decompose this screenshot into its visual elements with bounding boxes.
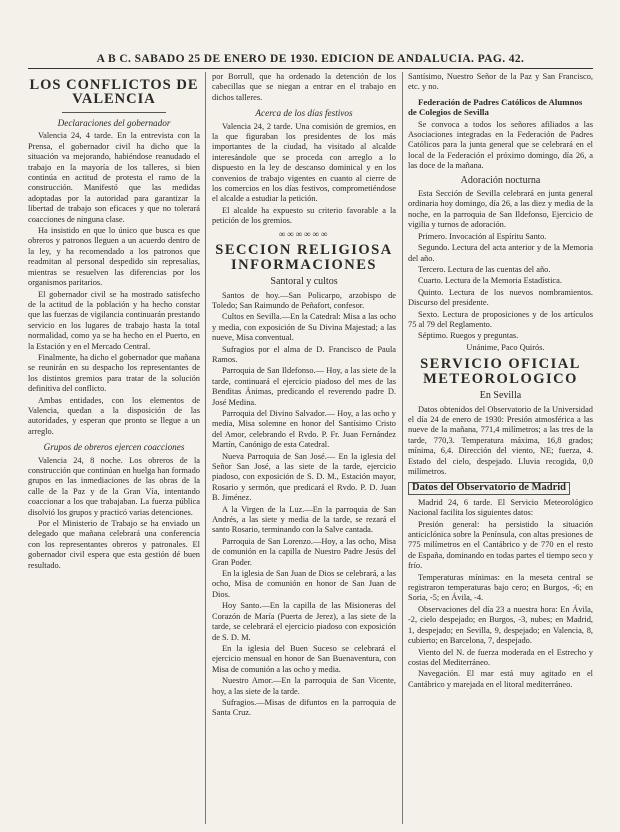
paragraph: Nuestro Amor.—En la parroquia de San Vicente, hoy, a las siete de la tarde.	[212, 676, 396, 696]
subhead-federacion: Federación de Padres Católicos de Alumnos de Colegios de Sevilla	[408, 96, 583, 118]
paragraph: Sufragios por el alma de D. Francisco de Paula Ramos.	[212, 344, 396, 364]
paragraph: Santos de hoy.—San Policarpo, arzobispo de Toledo; San Raimundo de Peñafort, confesor.	[212, 290, 396, 310]
paragraph: Temperaturas mínimas: en la meseta central se registraron temperaturas bajo cero; en Burgos, -6; en Soria, -5; en Ávila, -4.	[408, 572, 593, 603]
paragraph: Valencia 24, 2 tarde. Una comisión de gremios, en la que figuraban los presidentes de los más importantes de la ciudad, ha visitado al alcalde interesándole que se proceda con arreglo a lo dispuesto en la ley de descanso dominical y en los convenios de trabajo vigentes en cuanto al cierre de los comercios en los días festivos, comprometiéndose el alcalde a estudiar la petición.	[212, 121, 396, 204]
paragraph: Navegación. El mar está muy agitado en el Cantábrico y marejada en el litoral mediterráneo.	[408, 669, 593, 689]
column-rule-2	[402, 72, 403, 824]
paragraph: por Borrull, que ha ordenado la detención de los cabecillas que se niegan a entrar en el trabajo en dichos talleres.	[212, 72, 396, 102]
paragraph: Hoy Santo.—En la capilla de las Misioneras del Corazón de María (Puerta de Jerez), a las siete de la tarde, se celebrará el ejercicio piadoso con exposición de S. D. M.	[212, 601, 396, 642]
paragraph: Valencia 24, 4 tarde. En la entrevista con la Prensa, el gobernador civil ha dicho que la situación va mejorando, habiéndose reanudado el trabajo en la mayoría de los talleres, si bien continúa en actitud de protesta el ramo de la construcción. Manifestó que las medidas adoptadas por la autoridad para garantizar la libertad de trabajo son eficaces y que no tolerará coacciones de ninguna clase.	[28, 131, 200, 224]
column-2	[212, 72, 396, 822]
paragraph: Nueva Parroquia de San José.— En la iglesia del Señor San José, a las siete de la tarde, ejercicio piadoso, con exposición de S. D. M., Estación mayor, Rosario y sermón, que predicará el Rvdo. P. D. Juan B. Jiménez.	[212, 451, 396, 503]
subhead-sevilla: En Sevilla	[479, 390, 522, 402]
ornament: ∞∞∞∞∞∞	[278, 228, 330, 239]
headline-valencia: LOS CONFLICTOS DE VALENCIA	[29, 77, 199, 107]
paragraph: Observaciones del día 23 a nuestra hora: En Ávila, -2, cielo despejado; en Burgos, -3, nubes; en Madrid, 1, despejado; en Sevilla, 9, despejado; en Valencia, 8, cubierto; en Barcelona, 7, despejado.	[408, 604, 593, 646]
paragraph: Ambas entidades, con los elementos de Valencia, quedan a la disposición de las autoridades, y esperan que pronto se llegue a un arreglo.	[28, 395, 200, 436]
divider	[62, 112, 165, 113]
paragraph: Segundo. Lectura del acta anterior y de la Memoria del año.	[408, 243, 593, 263]
subhead-madrid: Datos del Observatorio de Madrid	[408, 482, 570, 494]
subhead-santoral: Santoral y cultos	[270, 276, 338, 288]
paragraph: Sexto. Lectura de proposiciones y de los artículos 75 al 79 del Reglamento.	[408, 309, 593, 329]
paragraph: El gobernador civil se ha mostrado satisfecho de la actitud de la población y ha hecho constar que las fuerzas de vigilancia continuarán prestando servicio en los lugares de trabajo hasta la total normalidad, como ya se ha hecho en el Puerto, en la Estación y en el Mercado Central.	[28, 289, 200, 351]
subhead-adoracion: Adoración nocturna	[460, 174, 541, 186]
paragraph: Parroquia de San Ildefonso.— Hoy, a las siete de la tarde, continuará el ejercicio piadoso del mes de las Benditas Ánimas, predicando el reverendo padre D. José Medina.	[212, 366, 396, 407]
subhead-gobernador: Declaraciones del gobernador	[57, 118, 171, 128]
subhead-dias-festivos: Acerca de los días festivos	[255, 108, 353, 119]
paragraph: Se convoca a todos los señores afiliados a las Asociaciones integradas en la Federación de Padres Católicos para la junta general que se celebrará en el local de la Federación el próximo domingo, día 26, a las doce de la mañana.	[408, 119, 593, 171]
headline-meteorologico: SERVICIO OFICIAL METEOROLOGICO	[420, 356, 581, 388]
paragraph: Datos obtenidos del Observatorio de la Universidad el día 24 de enero de 1930: Presión atmosférica a las nueve de la mañana, 771,4 milímetros; a las tres de la tarde, 770,3. Temperatura máxima, 16,8 grados; mínima, 6,4. Dirección del viento, NE; fuerza, 4. Estado del cielo, despejado. Lluvia recogida, 0,0 milímetros.	[408, 404, 593, 476]
column-3	[408, 72, 593, 822]
subhead-coacciones: Grupos de obreros ejercen coacciones	[43, 442, 185, 453]
paragraph: Parroquia del Divino Salvador.— Hoy, a las ocho y media, Misa solemne en honor del Santísimo Cristo del Amor, celebrando el Rvdo. P. Fr. Juan Fernández Martín, Canónigo de esta Catedral.	[212, 408, 396, 450]
paragraph: Parroquia de San Lorenzo.—Hoy, a las ocho, Misa de comunión en la capilla de Nuestro Padre Jesús del Gran Poder.	[212, 536, 396, 567]
paragraph: En la iglesia de San Juan de Dios se celebrará, a las ocho, Misa de comunión en honor de San Juan de Dios.	[212, 569, 396, 599]
paragraph: Madrid 24, 6 tarde. El Servicio Meteorológico Nacional facilita los siguientes datos:	[408, 497, 593, 518]
column-rule-1	[205, 72, 206, 824]
column-1	[28, 72, 200, 822]
header-rule	[28, 68, 593, 69]
paragraph: Tercero. Lectura de las cuentas del año.	[418, 264, 551, 274]
paragraph: Por el Ministerio de Trabajo se ha enviado un delegado que mañana celebrará una conferencia con los representantes obreros y patronales. El gobernador civil espera que esta gestión dé buen resultado.	[28, 519, 200, 570]
paragraph: Ha insistido en que lo único que busca es que obreros y patronos lleguen a un acuerdo dentro de la ley, y ha recomendado a los patronos que readmitan al personal despedido sin represalias, mientras se resuelven las diferencias por los organismos paritarios.	[28, 226, 200, 288]
paragraph: Quinto. Lectura de los nuevos nombramientos. Discurso del presidente.	[408, 287, 593, 308]
paragraph: Unánime, Paco Quirós.	[466, 342, 545, 352]
paragraph: Primero. Invocación al Espíritu Santo.	[418, 231, 547, 241]
paragraph: Santísimo, Nuestro Señor de la Paz y San Francisco, etc. y no.	[408, 72, 593, 92]
paragraph: Cultos en Sevilla.—En la Catedral: Misa a las ocho y media, con exposición de Su Divina Majestad; a las nueve, Misa conventual.	[212, 312, 396, 343]
paragraph: Cuarto. Lectura de la Memoria Estadística.	[418, 276, 562, 286]
paragraph: El alcalde ha expuesto su criterio favorable a la petición de los gremios.	[212, 205, 396, 226]
paragraph: Sufragios.—Misas de difuntos en la parroquia de Santa Cruz.	[212, 697, 396, 718]
paragraph: Valencia 24, 8 noche. Los obreros de la construcción que continúan en huelga han formado grupos en las inmediaciones de las obras de la calle de la Paz y de la Gran Vía, intentando coaccionar a los que trabajaban. La fuerza pública disolvió los grupos y practicó varias detenciones.	[28, 455, 200, 517]
paragraph: En la iglesia del Buen Suceso se celebrará el ejercicio mensual en honor de San Buenaventura, con Misa de comunión a las ocho y media.	[212, 643, 396, 674]
paragraph: A la Virgen de la Luz.—En la parroquia de San Andrés, a las siete y media de la tarde, se rezará el santo Rosario, terminando con la Salve cantada.	[212, 504, 396, 535]
paragraph: Presión general: ha persistido la situación anticiclónica sobre la Península, con altas presiones de 775 milímetros en el Cantábrico y de 770 en el resto de España, dominando en todas partes el tiempo seco y frío.	[408, 519, 593, 571]
page-header: A B C. SABADO 25 DE ENERO DE 1930. EDICION DE ANDALUCIA. PAG. 42.	[96, 53, 525, 65]
headline-religiosa: SECCION RELIGIOSA INFORMACIONES	[215, 242, 393, 274]
paragraph: Esta Sección de Sevilla celebrará en junta general ordinaria hoy domingo, día 26, a las diez y media de la noche, en la parroquia de San Ildefonso, Ejercicio de vigilia y turnos de adoración.	[408, 189, 593, 230]
paragraph: Séptimo. Ruegos y preguntas.	[418, 331, 519, 341]
paragraph: Finalmente, ha dicho el gobernador que mañana se reunirán en su despacho los representantes de los distintos gremios para tratar de la solución definitiva del conflicto.	[28, 352, 200, 394]
paragraph: Viento del N. de fuerza moderada en el Estrecho y costas del Mediterráneo.	[408, 647, 593, 667]
